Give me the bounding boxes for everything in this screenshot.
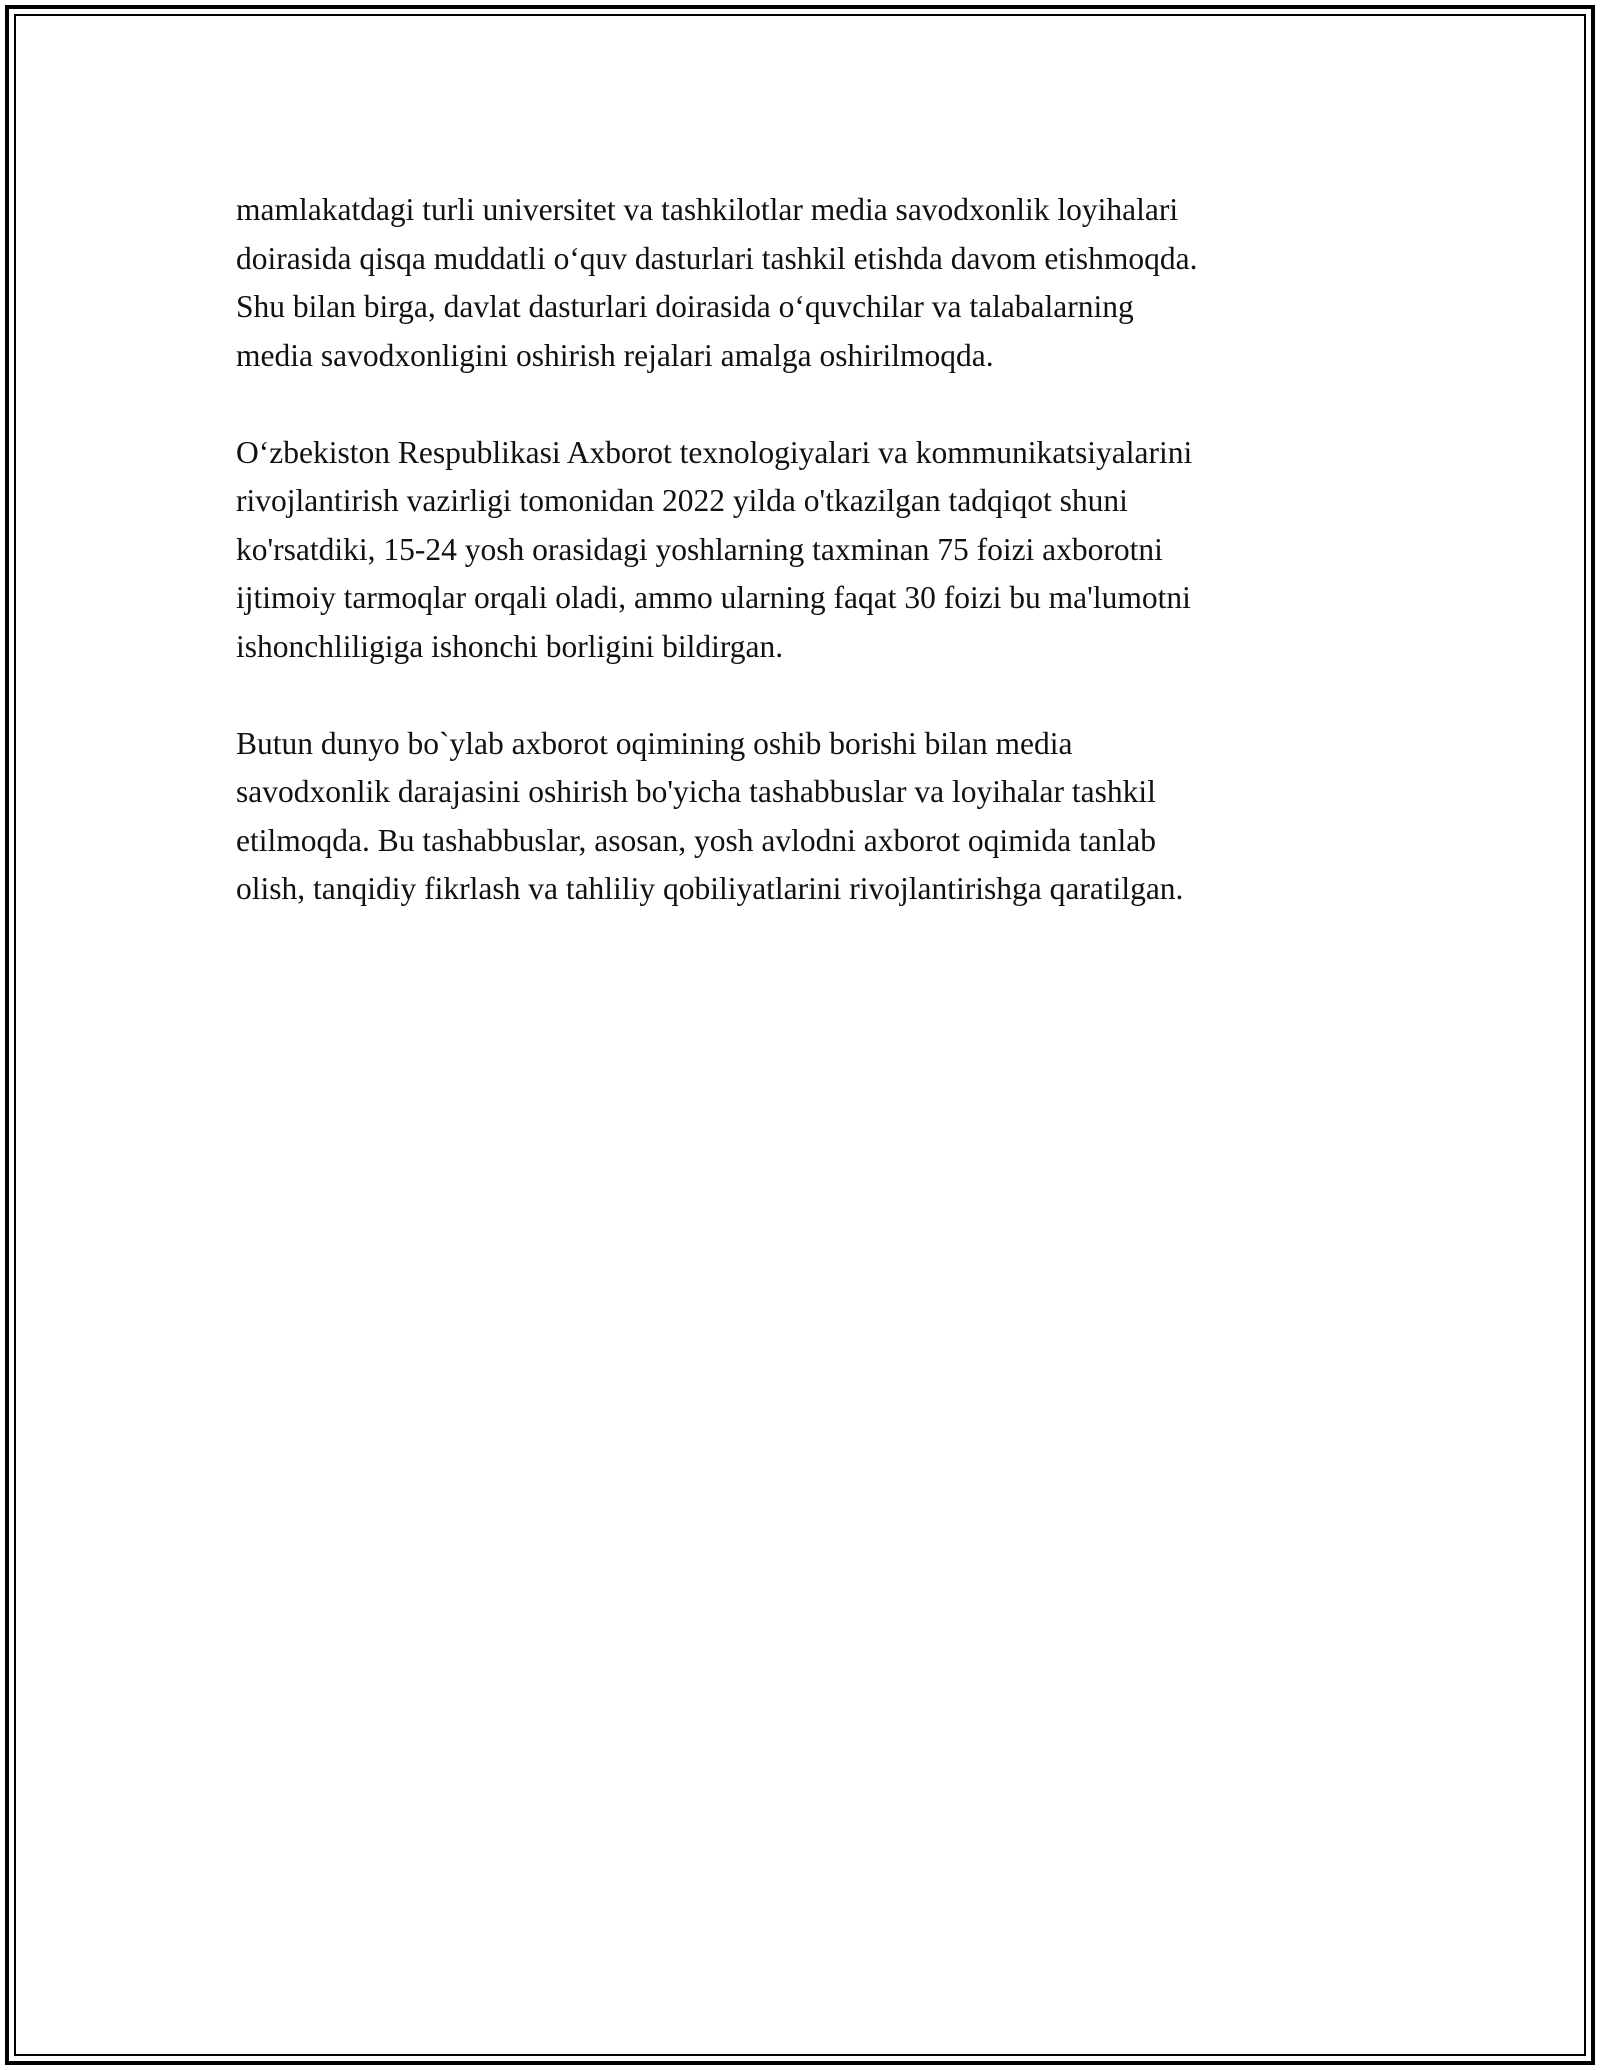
text-line: media savodxonligini oshirish rejalari amalga oshirilmoqda. (236, 337, 994, 373)
text-line: O‘zbekiston Respublikasi Axborot texnologiyalari va kommunikatsiyalarini (236, 434, 1193, 470)
text-line: mamlakatdagi turli universitet va tashkilotlar media savodxonlik loyihalari (236, 192, 1179, 227)
paragraph-1 (236, 186, 1386, 380)
text-line: Butun dunyo bo`ylab axborot oqimining oshib borishi bilan media (236, 725, 1073, 761)
text-line: ijtimoiy tarmoqlar orqali oladi, ammo ularning faqat 30 foizi bu ma'lumotni (236, 580, 1191, 615)
text-line: etilmoqda. Bu tashabbuslar, asosan, yosh avlodni axborot oqimida tanlab (236, 822, 1156, 858)
text-line: olish, tanqidiy fikrlash va tahliliy qobiliyatlarini rivojlantirishga qaratilgan. (236, 871, 1184, 906)
document-body (236, 186, 1386, 962)
paragraph-3 (236, 720, 1386, 914)
paragraph-2 (236, 429, 1386, 672)
text-line: doirasida qisqa muddatli o‘quv dasturlari tashkil etishda davom etishmoqda. (236, 240, 1198, 276)
text-line: savodxonlik darajasini oshirish bo'yicha tashabbuslar va loyihalar tashkil (236, 774, 1156, 809)
text-line: Shu bilan birga, davlat dasturlari doirasida o‘quvchilar va talabalarning (236, 289, 1134, 324)
text-line: ko'rsatdiki, 15-24 yosh orasidagi yoshlarning taxminan 75 foizi axborotni (236, 531, 1163, 567)
text-line: ishonchliligiga ishonchi borligini bildirgan. (236, 628, 784, 664)
text-line: rivojlantirish vazirligi tomonidan 2022 yilda o'tkazilgan tadqiqot shuni (236, 483, 1128, 518)
